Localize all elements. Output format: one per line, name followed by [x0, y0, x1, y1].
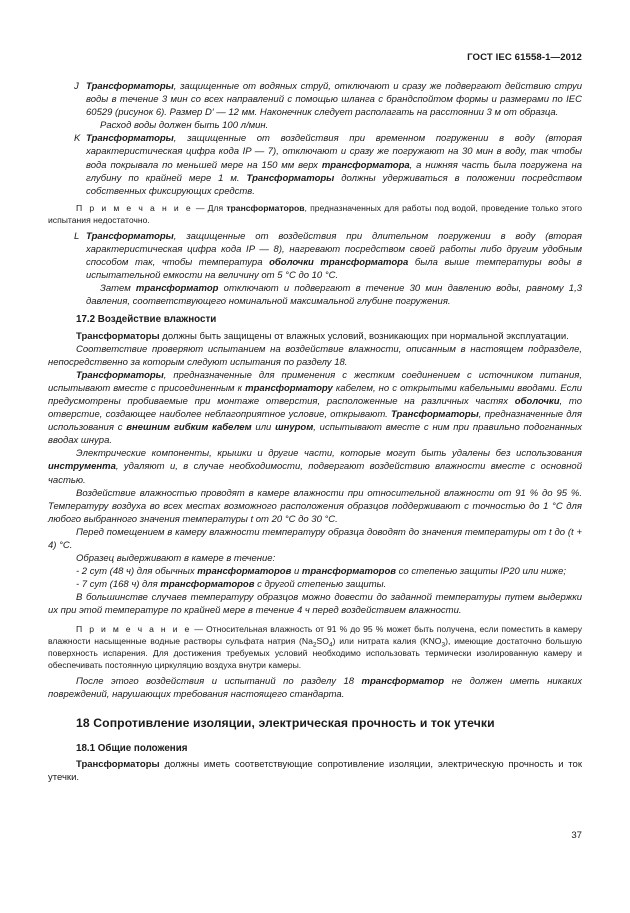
note-label: П р и м е ч а н и е [76, 202, 193, 213]
note-text: — Относительная влажность от 91 % до 95 % может быть получена, если поместить в камеру влажности насыщенные водные растворы сульфата натрия (Na [48, 623, 582, 646]
paragraph-text: - 7 сут (168 ч) для [76, 579, 161, 591]
paragraph: Образец выдерживают в камере в течение: [76, 553, 276, 565]
subscript: 3 [441, 641, 446, 649]
term: трансформатор [361, 675, 445, 687]
test-item-l [48, 230, 582, 282]
paragraph [48, 758, 582, 784]
list-item [48, 565, 582, 578]
note-text: , предназначенных для работы под водой, проведение только этого испытания недостаточно. [48, 202, 582, 225]
note-text: — Для [192, 202, 227, 213]
term: трансформатору [245, 382, 333, 394]
term: оболочки [514, 395, 560, 407]
paragraph: Перед помещением в камеру влажности температуру образца доводят до значения температуры от t до (t + 4) °С. [48, 526, 582, 551]
item-letter: L [74, 230, 80, 242]
paragraph-text: Электрические компоненты, крышки и другие части, которые могут быть удалены без использования [76, 448, 582, 460]
paragraph-text: со степенью защиты IP20 или ниже; [396, 566, 567, 578]
term: трансформаторов [160, 579, 255, 591]
item-text: , а нижняя часть была погружена на глубину по крайней мере 1 м. [86, 159, 582, 184]
term: трансформаторов [197, 566, 292, 578]
term: Трансформаторы [76, 330, 160, 342]
term: шнуром [275, 422, 314, 434]
term: трансформатор [135, 283, 219, 295]
paragraph-text: и [291, 566, 302, 578]
subscript: 2 [312, 641, 317, 649]
paragraph: Соответствие проверяют испытанием на воздействие влажности, описанным в настоящем подразделе, непосредственно за которым следуют испытания по разделу 18. [48, 343, 582, 368]
item-text: , защищенные от воздействия при длительном погружении в воду (вторая характеристическая цифра кода IP — 8), нагревают посредством своей работы либо другим удобным способом так, чтобы температура [86, 230, 582, 269]
term: внешним гибким кабелем [126, 422, 252, 434]
term: Трансформаторы [86, 230, 174, 242]
section-18-heading: 18 Сопротивление изоляции, электрическая прочность и ток утечки [76, 715, 495, 730]
term: трансформаторов [301, 566, 397, 578]
term: Трансформаторы [86, 81, 174, 92]
paragraph [48, 447, 582, 486]
paragraph-text: должны быть защищены от влажных условий, возникающих при нормальной эксплуатации. [159, 330, 569, 342]
paragraph-text: не должен иметь никаких повреждений, нарушающих требования настоящего стандарта. [48, 675, 583, 700]
paragraph [48, 369, 582, 448]
item-l-continuation [48, 282, 582, 308]
paragraph-text: , удаляют и, в случае необходимости, подвергают воздействию влажности вместе с основной частью. [48, 461, 582, 486]
note-label: П р и м е ч а н и е [76, 623, 192, 634]
paragraph-text: должны иметь соответствующие сопротивление изоляции, электрическую прочность и ток утечки. [48, 758, 582, 784]
paragraph [48, 330, 582, 343]
test-item-j [48, 80, 582, 119]
note-text: ) или нитрата калия (KNO [332, 635, 442, 646]
note-text: SO [316, 635, 329, 646]
page-number: 37 [571, 830, 582, 841]
term: Трансформаторы [76, 758, 160, 770]
note-1 [48, 202, 582, 226]
subsection-18-1-heading: 18.1 Общие положения [76, 742, 188, 754]
term: Трансформаторы [86, 133, 174, 145]
note-text: ), имеющие достаточно большую поверхность испарения. Для достижения требуемых условий необходимо использовать термически изолированную камеру и обеспечивать постоянную циркуляцию воздуха внутри камеры. [48, 635, 583, 670]
term: трансформаторов [226, 202, 305, 213]
paragraph-text: с другой степенью защиты. [254, 579, 387, 591]
paragraph: В большинстве случаев температуру образцов можно довести до заданной температуры путем выдержки их при этой температуре по крайней мере в течение 4 ч перед воздействием влажности. [48, 592, 582, 617]
standard-header: ГОСТ IEC 61558-1—2012 [467, 52, 582, 63]
paragraph-text: - 2 сут (48 ч) для обычных [76, 566, 198, 578]
paragraph-text: , испытывают вместе с ним при правильно подогнанных вводах шнура. [48, 422, 582, 447]
term: Трансформаторы [246, 172, 335, 184]
paragraph-text: , то отверстие, создающее наиболее неблагоприятное условие, открывают. [48, 395, 582, 421]
paragraph-text: кабелем, но с открытыми кабельными вводами. Если предусмотрены пробиваемые при монтаже отверстия, расположенные на различных частях [48, 382, 582, 407]
term: оболочки трансформатора [269, 257, 409, 269]
paragraph-text: или [251, 422, 276, 434]
paragraph: Воздействие влажностью проводят в камере влажности при относительной влажности от 91 % до 95 %. Температуру воздуха во всех местах возможного расположения образцов поддерживают с точностью до 1 °С для любого выбранного значения температуры t от 20 °С до 30 °С. [48, 487, 582, 525]
item-text: отключают и подвергают в течение 30 мин давлению воды, равному 1,3 давления, соответствующего номинальной максимальной глубине погружения. [86, 283, 582, 308]
note-2 [48, 623, 582, 671]
paragraph-text: , предназначенные для применения с жестким соединением с источником питания, испытывают вместе с присоединенным к [48, 369, 582, 394]
page-content [48, 80, 582, 784]
subsection-17-2-heading: 17.2 Воздействие влажности [76, 314, 217, 326]
test-item-k [48, 132, 582, 197]
paragraph-text: После этого воздействия и испытаний по разделу 18 [76, 675, 362, 687]
list-item [48, 578, 582, 591]
item-text: , защищенные от воздействия при временном погружении в воду (вторая характеристическая цифра кода IP — 7), отключают и сразу же погружают на 30 мин в воду, так чтобы вода покрывала по меньшей мере на 150 мм верх [86, 133, 582, 171]
paragraph-text: , предназначенные для использования с [48, 409, 582, 434]
subscript: 4 [328, 641, 333, 649]
term: трансформатора [321, 159, 410, 171]
item-text: Затем [100, 283, 136, 295]
term: Трансформаторы [76, 369, 164, 381]
item-letter: J [74, 81, 79, 92]
item-text: , защищенные от водяных струй, отключают и сразу же подвергают действию струи воды в течение 3 мин со всех направлений с помощью шланга с брандспойтом формы и размерами по IEC 60529 (рисунок 6). Размер D′ — 12 мм. Наконечник следует располагать на расстоянии 3 м от образца. [86, 81, 582, 119]
term: Трансформаторы [390, 409, 479, 421]
item-text: должны удерживаться в положении посредством собственных фиксирующих средств. [86, 172, 582, 197]
item-letter: K [74, 133, 81, 145]
item-j-continuation: Расход воды должен быть 100 л/мин. [100, 120, 269, 132]
term: инструмента [48, 461, 116, 473]
paragraph [48, 675, 582, 701]
item-text: была выше температуры воды в испытательной емкости на величину от 5 °С до 10 °С. [86, 257, 582, 282]
